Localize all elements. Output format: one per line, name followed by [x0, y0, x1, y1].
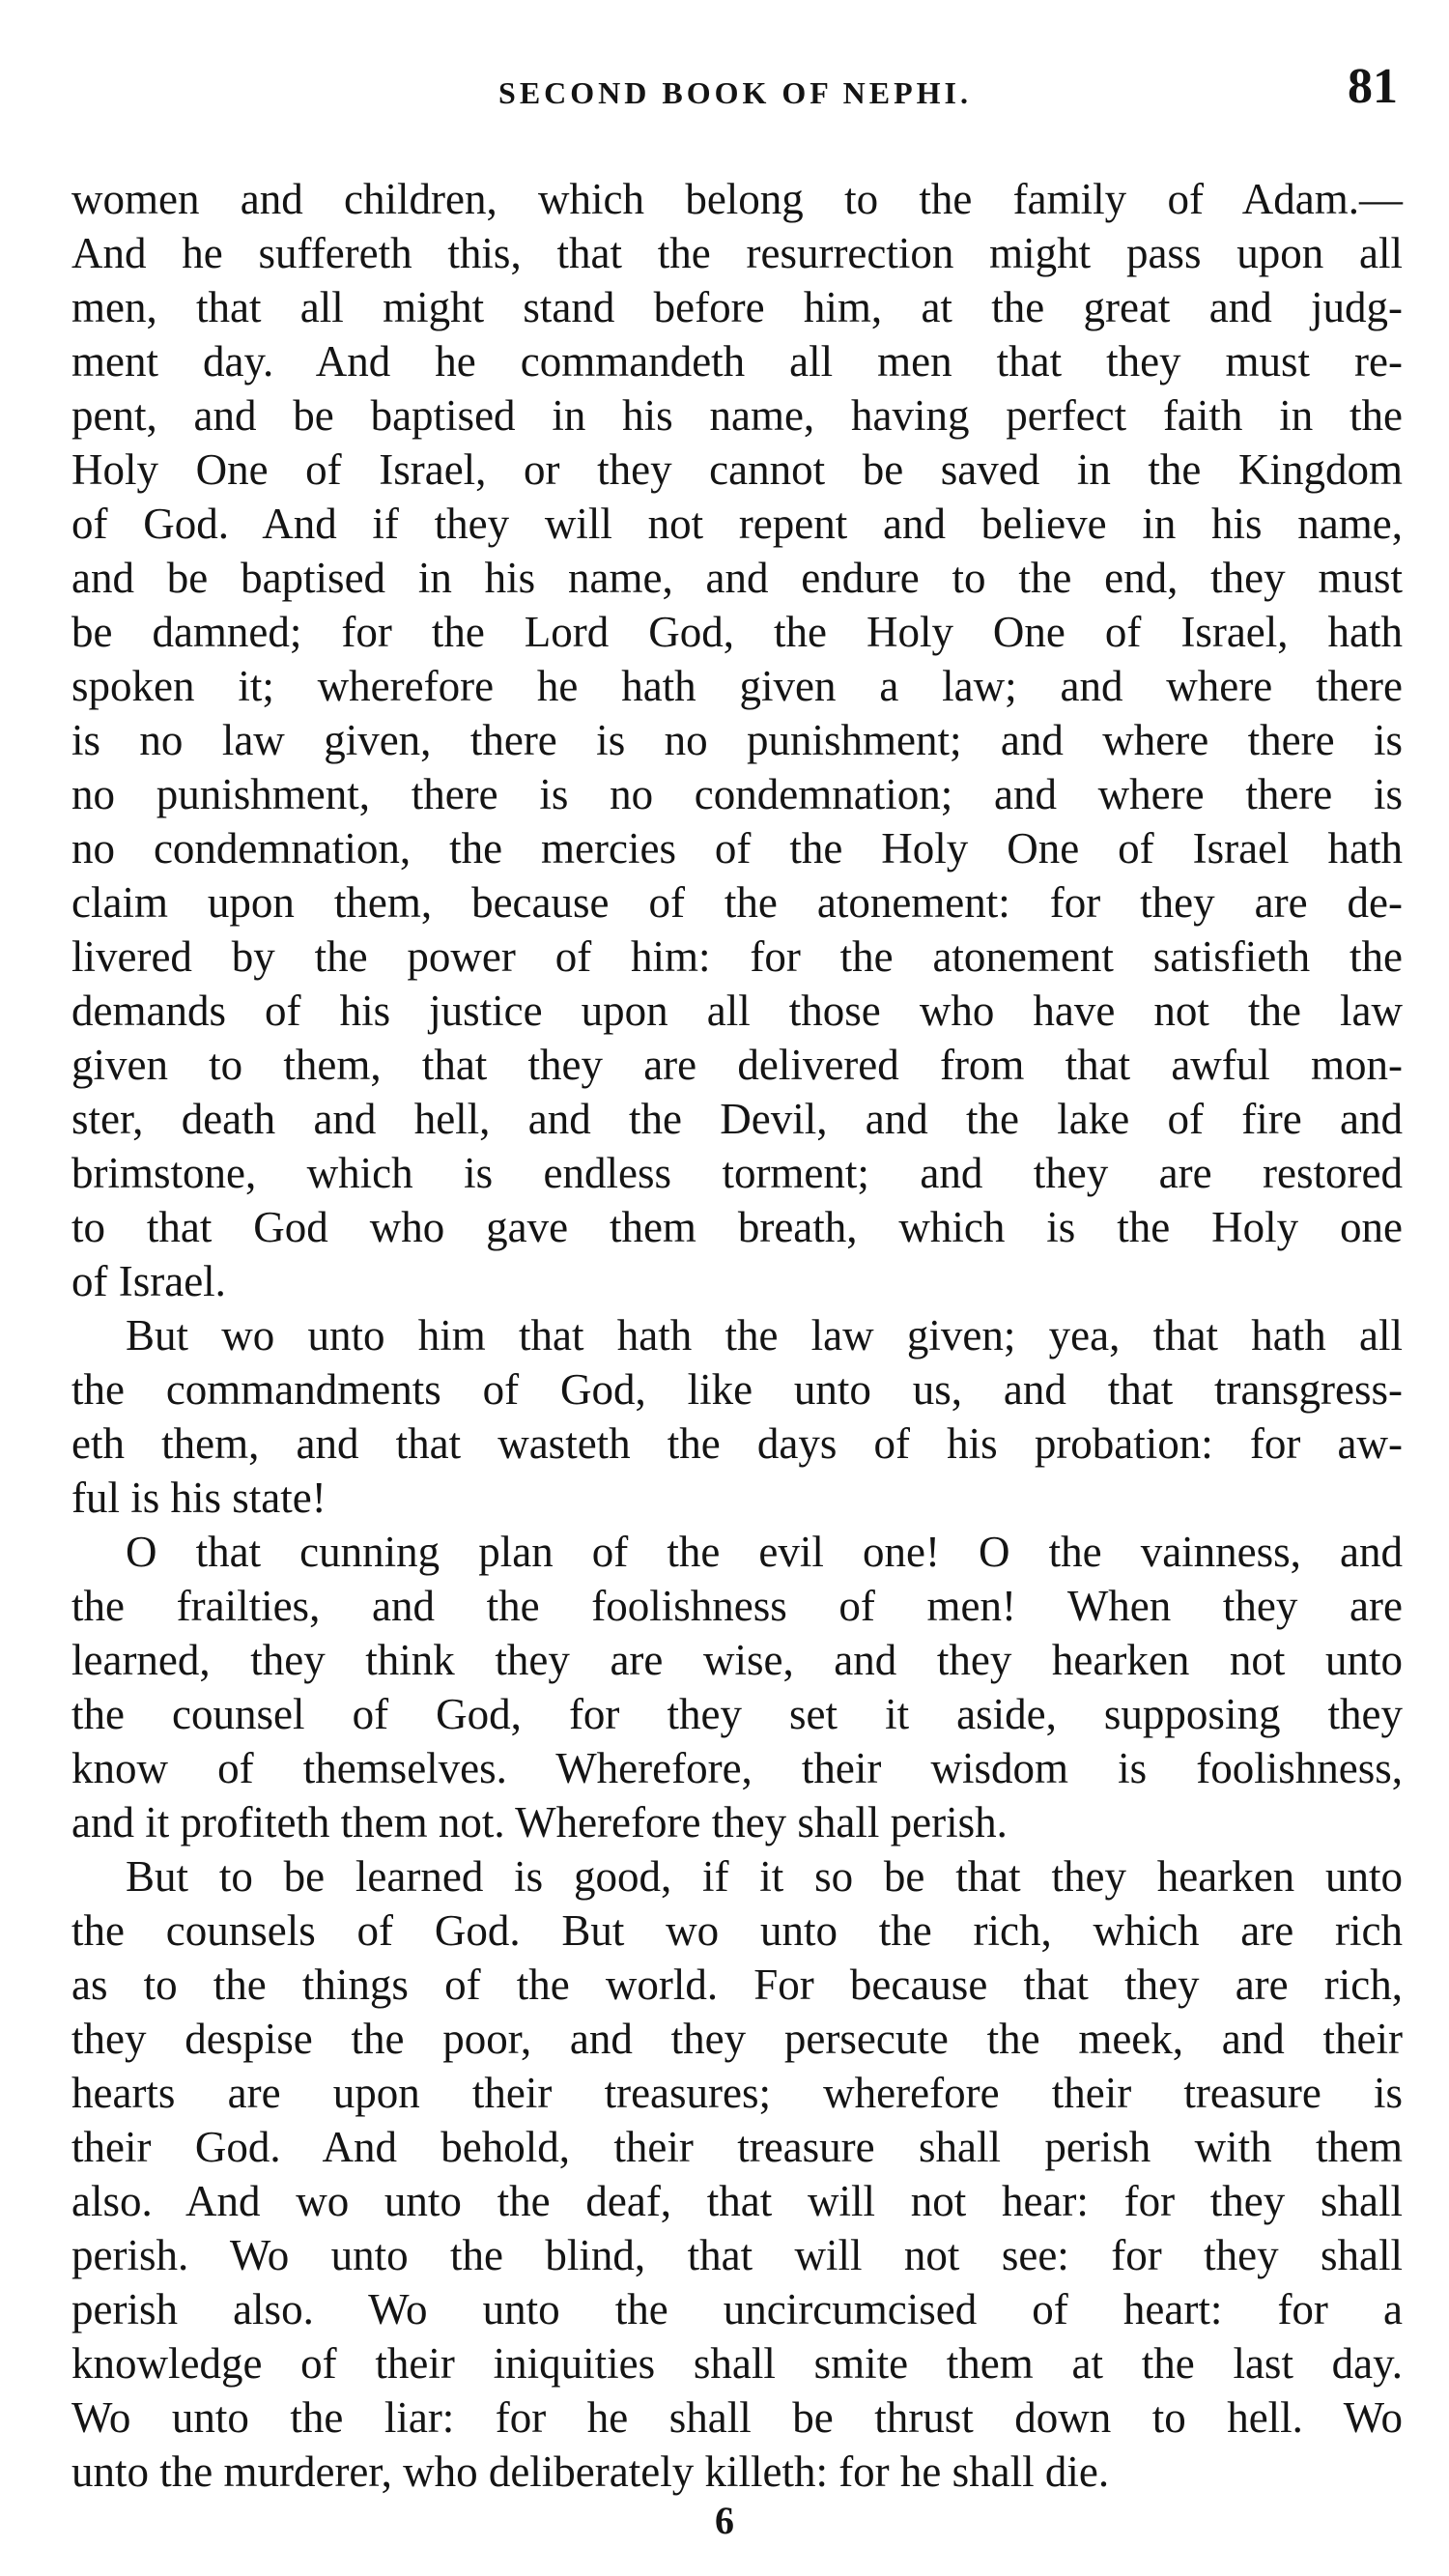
text-line: eth them, and that wasteth the days of his probation: for aw-	[71, 1419, 1403, 1468]
text-line: also. And wo unto the deaf, that will not hear: for they shall	[71, 2177, 1403, 2225]
text-line: unto the murderer, who deliberately killeth: for he shall die.	[71, 2447, 1110, 2496]
text-line: of God. And if they will not repent and believe in his name,	[71, 500, 1403, 548]
text-line: But wo unto him that hath the law given; yea, that hath all	[126, 1311, 1403, 1360]
text-line: given to them, that they are delivered from that awful mon-	[71, 1041, 1403, 1089]
text-line: is no law given, there is no punishment; and where there is	[71, 716, 1403, 764]
text-line: learned, they think they are wise, and they hearken not unto	[71, 1636, 1403, 1684]
text-line: Wo unto the liar: for he shall be thrust down to hell. Wo	[71, 2393, 1403, 2442]
text-line: ment day. And he commandeth all men that they must re-	[71, 337, 1403, 386]
text-line: no punishment, there is no condemnation; and where there is	[71, 770, 1403, 818]
text-line: of Israel.	[71, 1257, 226, 1305]
text-line: they despise the poor, and they persecute the meek, and their	[71, 2015, 1403, 2063]
text-line: hearts are upon their treasures; wherefore their treasure is	[71, 2069, 1403, 2117]
text-line: ful is his state!	[71, 1474, 327, 1522]
text-line: O that cunning plan of the evil one! O the vainness, and	[126, 1528, 1403, 1576]
paragraph	[71, 1525, 1403, 1849]
text-line: the counsel of God, for they set it aside, supposing they	[71, 1690, 1403, 1738]
text-line: perish. Wo unto the blind, that will not see: for they shall	[71, 2231, 1403, 2279]
text-line: livered by the power of him: for the atonement satisfieth the	[71, 932, 1403, 981]
text-line: brimstone, which is endless torment; and they are restored	[71, 1149, 1403, 1197]
text-line: their God. And behold, their treasure shall perish with them	[71, 2123, 1403, 2171]
text-line: demands of his justice upon all those who have not the law	[71, 987, 1403, 1035]
text-line: the frailties, and the foolishness of men! When they are	[71, 1582, 1403, 1630]
running-title: SECOND BOOK OF NEPHI.	[498, 75, 972, 110]
running-head	[72, 58, 1398, 135]
text-line: the commandments of God, like unto us, and that transgress-	[71, 1365, 1403, 1414]
text-line: women and children, which belong to the family of Adam.—	[71, 175, 1403, 223]
text-line: knowledge of their iniquities shall smite them at the last day.	[71, 2339, 1403, 2388]
text-line: claim upon them, because of the atonement: for they are de-	[71, 878, 1403, 927]
text-line: And he suffereth this, that the resurrection might pass upon all	[71, 229, 1403, 277]
body-text	[71, 172, 1403, 2499]
text-line: and be baptised in his name, and endure to the end, they must	[71, 554, 1403, 602]
text-line: ster, death and hell, and the Devil, and the lake of fire and	[71, 1095, 1403, 1143]
text-line: perish also. Wo unto the uncircumcised of heart: for a	[71, 2285, 1403, 2333]
text-line: and it profiteth them not. Wherefore they shall perish.	[71, 1798, 1008, 1846]
text-line: no condemnation, the mercies of the Holy One of Israel hath	[71, 824, 1403, 873]
paragraph	[71, 172, 1403, 1308]
text-line: the counsels of God. But wo unto the rich, which are rich	[71, 1906, 1403, 1955]
paragraph	[71, 1849, 1403, 2499]
text-line: Holy One of Israel, or they cannot be saved in the Kingdom	[71, 445, 1403, 494]
text-line: But to be learned is good, if it so be that they hearken unto	[126, 1852, 1403, 1901]
text-line: to that God who gave them breath, which is the Holy one	[71, 1203, 1403, 1251]
text-line: spoken it; wherefore he hath given a law; and where there	[71, 662, 1403, 710]
text-line: men, that all might stand before him, at the great and judg-	[71, 283, 1403, 331]
text-line: as to the things of the world. For because that they are rich,	[71, 1961, 1403, 2009]
signature-mark: 6	[715, 2499, 734, 2542]
text-line: pent, and be baptised in his name, having perfect faith in the	[71, 391, 1403, 440]
paragraph	[71, 1308, 1403, 1525]
text-line: be damned; for the Lord God, the Holy One of Israel, hath	[71, 608, 1403, 656]
text-line: know of themselves. Wherefore, their wisdom is foolishness,	[71, 1744, 1403, 1792]
page-number: 81	[1348, 59, 1398, 114]
